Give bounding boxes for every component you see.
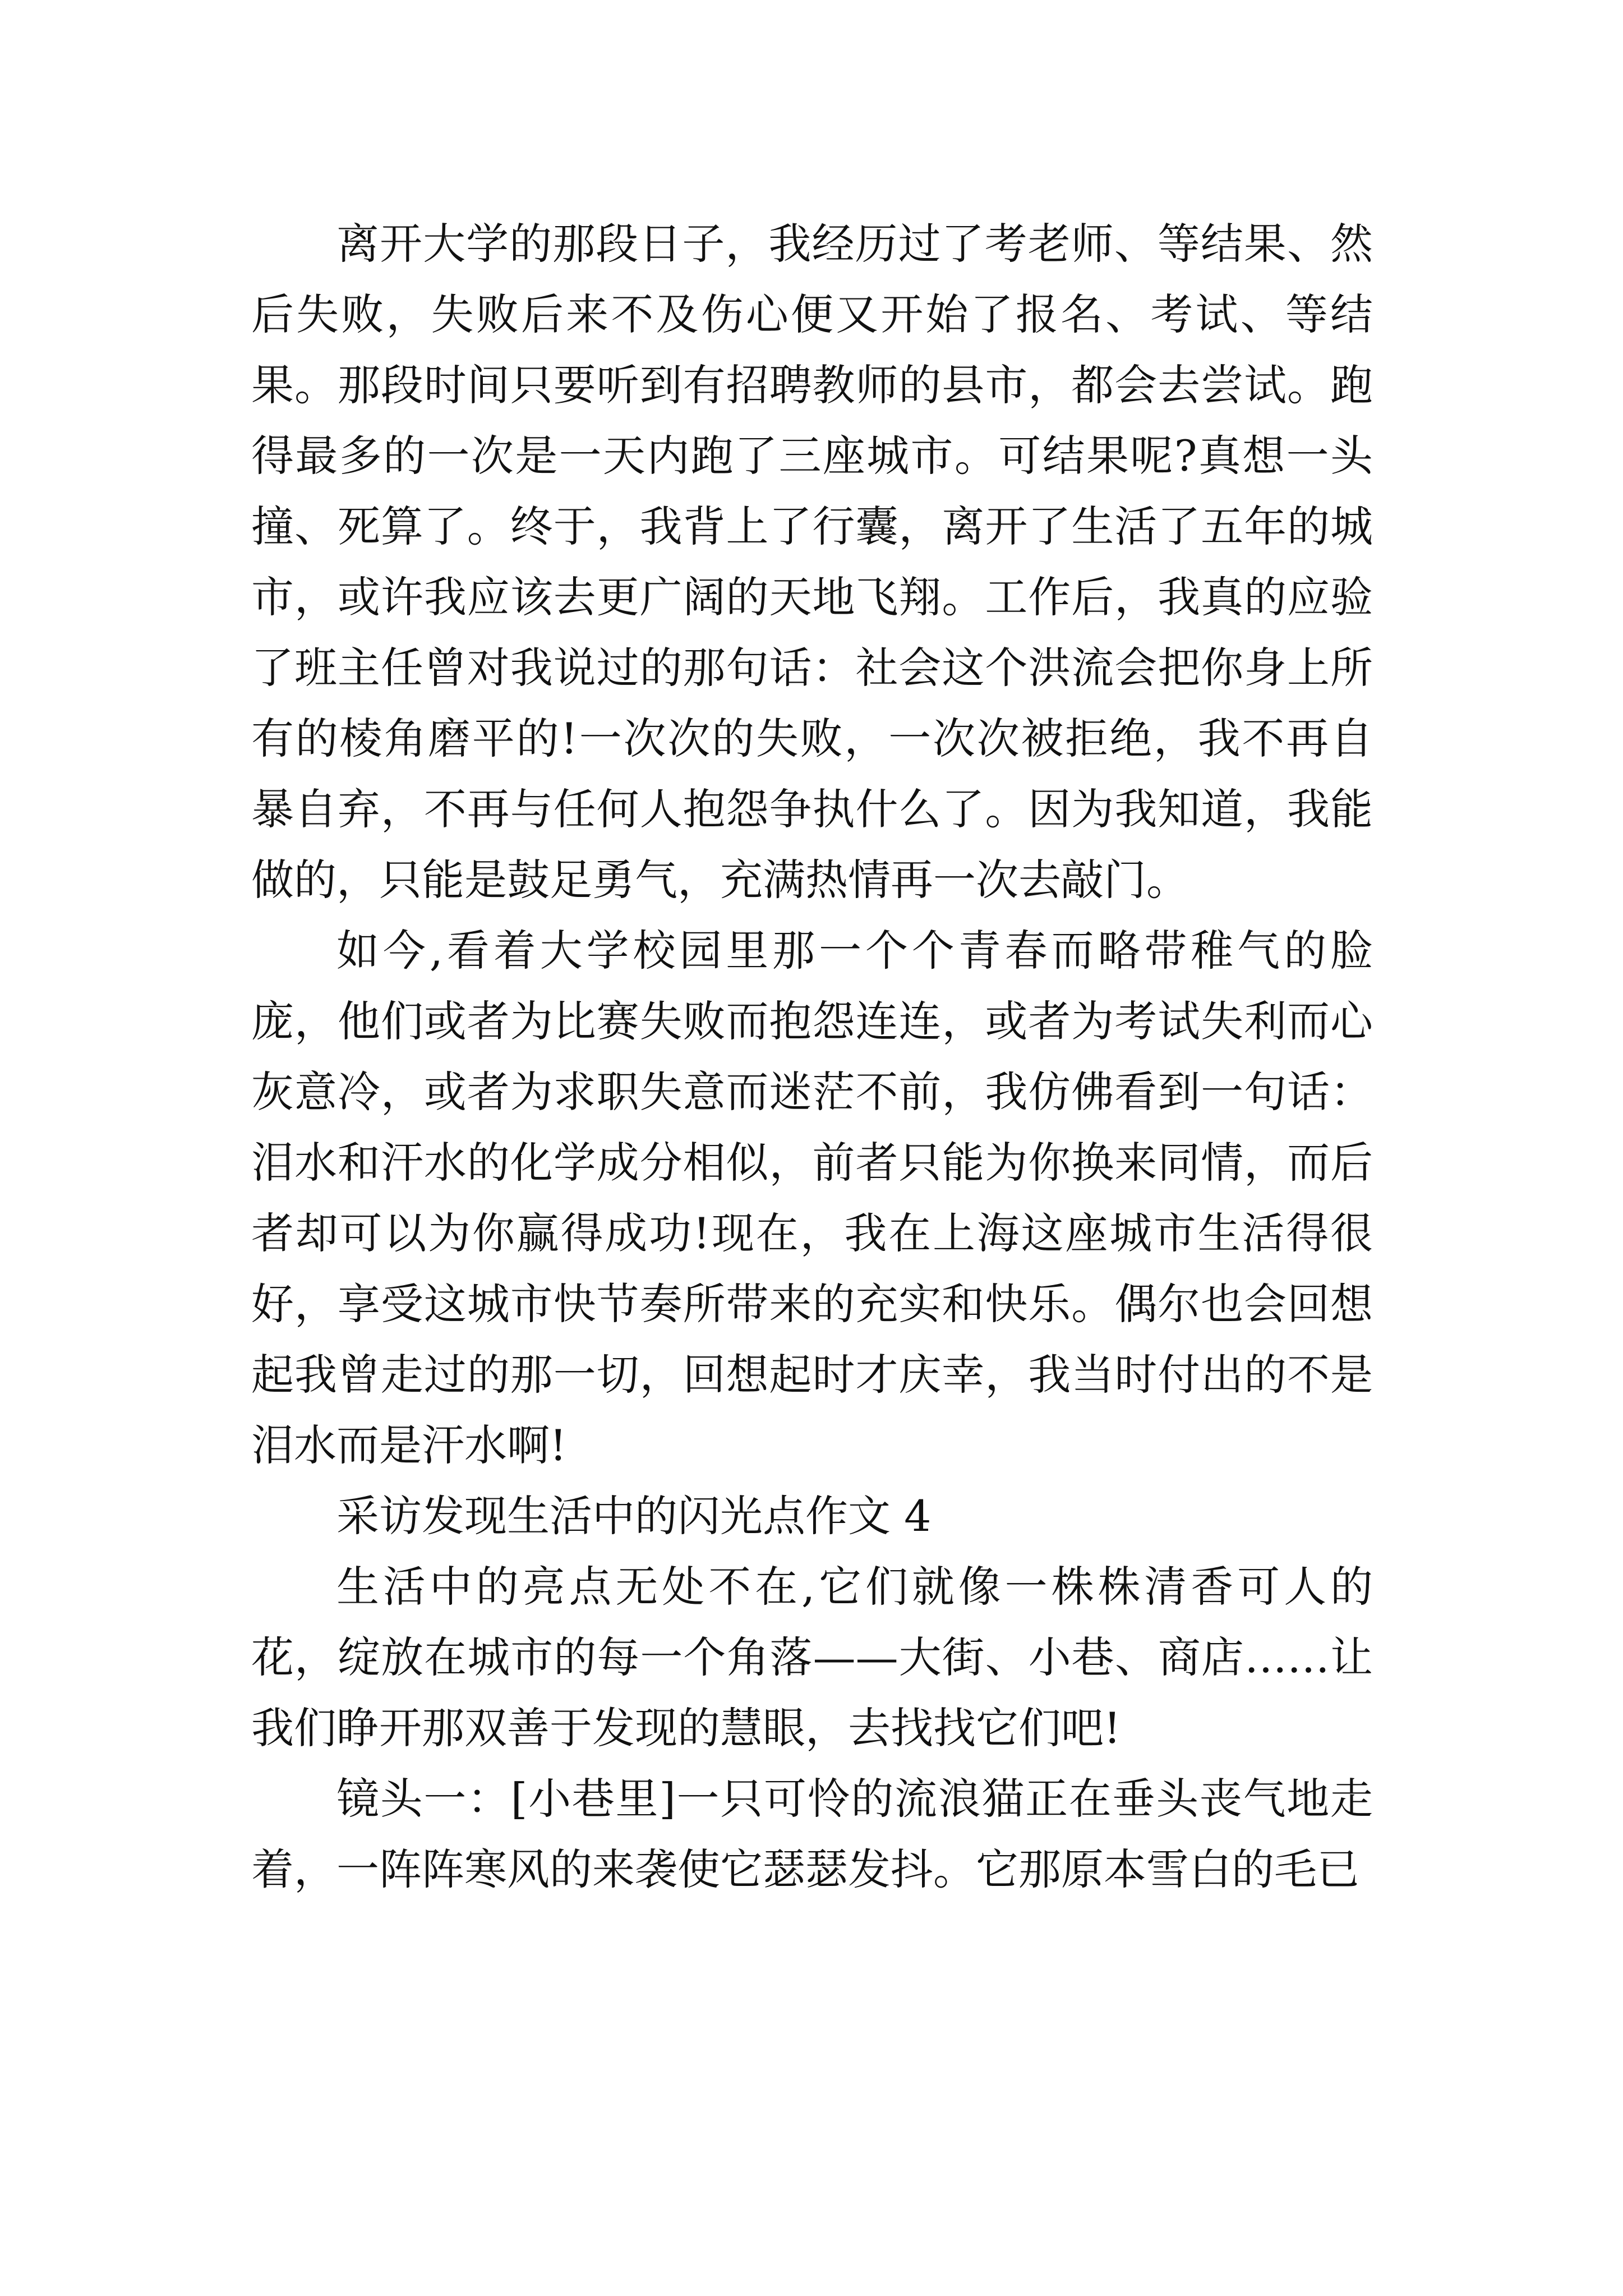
paragraph: 如今,看着大学校园里那一个个青春而略带稚气的脸庞，他们或者为比赛失败而抱怨连连，或者为考试失利而心灰意冷，或者为求职失意而迷茫不前，我仿佛看到一句话：泪水和汗水的化学成分相似，前者只能为你换来同情，而后者却可以为你赢得成功!现在，我在上海这座城市生活得很好，享受这城市快节奏所带来的充实和快乐。偶尔也会回想起我曾走过的那一切，回想起时才庆幸，我当时付出的不是泪水而是汗水啊!	[251, 926, 1373, 1470]
paragraph: 镜头一：[小巷里]一只可怜的流浪猫正在垂头丧气地走着，一阵阵寒风的来袭使它瑟瑟发抖。它那原本雪白的毛已	[251, 1774, 1373, 1894]
paragraph: 离开大学的那段日子，我经历过了考老师、等结果、然后失败，失败后来不及伤心便又开始了报名、考试、等结果。那段时间只要听到有招聘教师的县市，都会去尝试。跑得最多的一次是一天内跑了三座城市。可结果呢?真想一头撞、死算了。终于，我背上了行囊，离开了生活了五年的城市，或许我应该去更广阔的天地飞翔。工作后，我真的应验了班主任曾对我说过的那句话：社会这个洪流会把你身上所有的棱角磨平的!一次次的失败，一次次被拒绝，我不再自暴自弃，不再与任何人抱怨争执什么了。因为我知道，我能做的，只能是鼓足勇气，充满热情再一次去敲门。	[251, 219, 1373, 905]
section-heading: 采访发现生活中的闪光点作文 4	[336, 1491, 932, 1541]
paragraph: 生活中的亮点无处不在,它们就像一株株清香可人的花，绽放在城市的每一个角落——大街、小巷、商店……让我们睁开那双善于发现的慧眼，去找找它们吧!	[251, 1562, 1373, 1753]
document-body	[251, 209, 1373, 1905]
